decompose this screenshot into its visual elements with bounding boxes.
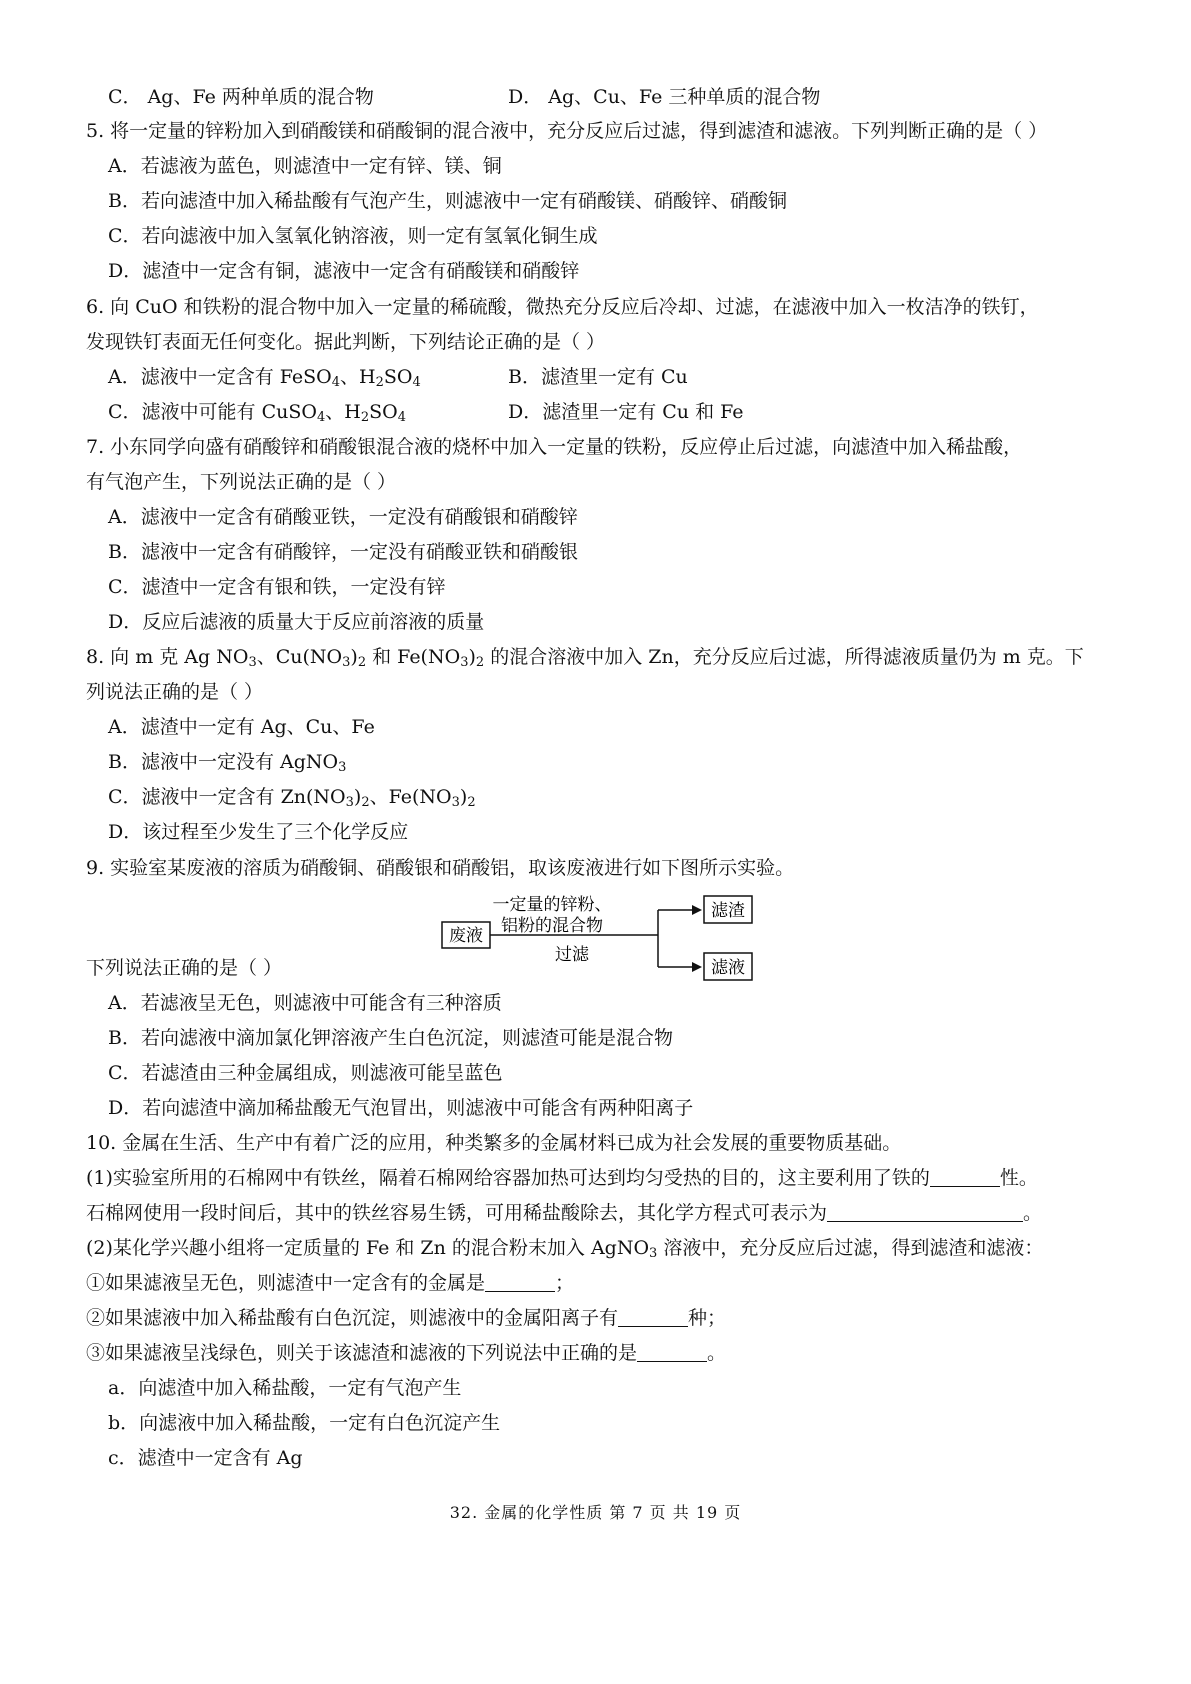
diagram-input-label: 废液 bbox=[449, 926, 483, 946]
q10-part1-line1: (1)实验室所用的石棉网中有铁丝，隔着石棉网给容器加热可达到均匀受热的目的，这主要利用了铁的 性。 bbox=[86, 1167, 1038, 1189]
diagram-operation-label: 过滤 bbox=[555, 945, 589, 965]
q7-stem-line1: 7. 小东同学向盛有硝酸锌和硝酸银混合液的烧杯中加入一定量的铁粉，反应停止后过滤，向滤渣中加入稀盐酸， bbox=[86, 436, 1023, 458]
q6-option-c: C．滤液中可能有 CuSO$_4$、$H_2SO_4$ bbox=[108, 401, 406, 425]
q6-option-a: A．滤液中一定含有 FeSO$_4$、$H_2SO_4$ bbox=[108, 366, 421, 390]
q8-option-b: B．滤液中一定没有 AgNO$_3$ bbox=[108, 751, 347, 775]
q10-part2-stem: (2)某化学兴趣小组将一定质量的 Fe 和 Zn 的混合粉末加入 AgNO$_3$ 溶液中，充分反应后过滤，得到滤渣和滤液： bbox=[86, 1237, 1044, 1261]
q9-option-b: B．若向滤液中滴加氯化钾溶液产生白色沉淀，则滤渣可能是混合物 bbox=[108, 1027, 673, 1049]
q7-option-d: D．反应后滤液的质量大于反应前溶液的质量 bbox=[108, 611, 485, 633]
q5-option-c: C．若向滤液中加入氢氧化钠溶液，则一定有氢氧化铜生成 bbox=[108, 225, 598, 247]
q10-option-c: c．滤渣中一定含有 Ag bbox=[108, 1447, 303, 1469]
diagram-output-label-1: 滤渣 bbox=[711, 901, 745, 921]
answer-blank[interactable] bbox=[827, 1203, 1023, 1222]
q8-option-c: C．滤液中一定含有 $Zn(NO_3)_2$、$Fe(NO_3)_2$ bbox=[108, 786, 476, 810]
q8-stem-line1: 8. 向 m 克 Ag $NO_3$、$Cu(NO_3)_2$ 和 $Fe(NO_3)_2$ 的混合溶液中加入 Zn，充分反应后过滤，所得滤液质量仍为 m 克。下 bbox=[86, 646, 1084, 670]
q10-stem: 10. 金属在生活、生产中有着广泛的应用，种类繁多的金属材料已成为社会发展的重要物质基础。 bbox=[86, 1132, 902, 1154]
answer-blank[interactable] bbox=[485, 1273, 555, 1292]
diagram-arrowhead-bottom bbox=[692, 962, 702, 972]
q10-option-b: b．向滤液中加入稀盐酸，一定有白色沉淀产生 bbox=[108, 1412, 501, 1434]
q5-stem: 5. 将一定量的锌粉加入到硝酸镁和硝酸铜的混合液中，充分反应后过滤，得到滤渣和滤液。下列判断正确的是（ ） bbox=[86, 120, 1048, 142]
q8-option-a: A．滤渣中一定有 Ag、Cu、Fe bbox=[108, 716, 375, 738]
q10-part1-line2: 石棉网使用一段时间后，其中的铁丝容易生锈，可用稀盐酸除去，其化学方程式可表示为 。 bbox=[86, 1202, 1043, 1224]
q9-stem: 9. 实验室某废液的溶质为硝酸铜、硝酸银和硝酸铝，取该废液进行如下图所示实验。 bbox=[86, 857, 795, 879]
prev-option-d: D． Ag、Cu、Fe 三种单质的混合物 bbox=[508, 86, 821, 108]
q5-option-d: D．滤渣中一定含有铜，滤液中一定含有硝酸镁和硝酸锌 bbox=[108, 260, 580, 282]
diagram-reagent-line1: 一定量的锌粉、 bbox=[492, 895, 612, 915]
q9-question: 下列说法正确的是（ ） bbox=[86, 957, 283, 979]
q7-option-a: A．滤液中一定含有硝酸亚铁，一定没有硝酸银和硝酸锌 bbox=[108, 506, 578, 528]
q9-option-c: C．若滤渣由三种金属组成，则滤液可能呈蓝色 bbox=[108, 1062, 503, 1084]
q6-option-b: B．滤渣里一定有 Cu bbox=[508, 366, 688, 388]
diagram-reagent-line2: 铝粉的混合物 bbox=[501, 916, 603, 936]
q10-sub3: ③如果滤液呈浅绿色，则关于该滤渣和滤液的下列说法中正确的是 。 bbox=[86, 1342, 727, 1364]
prev-option-c: C． Ag、Fe 两种单质的混合物 bbox=[108, 86, 374, 108]
q6-option-d: D．滤渣里一定有 Cu 和 Fe bbox=[508, 401, 744, 423]
q6-stem-line2: 发现铁钉表面无任何变化。据此判断，下列结论正确的是（ ） bbox=[86, 331, 606, 353]
q9-option-d: D．若向滤渣中滴加稀盐酸无气泡冒出，则滤液中可能含有两种阳离子 bbox=[108, 1097, 694, 1119]
q5-option-b: B．若向滤渣中加入稀盐酸有气泡产生，则滤液中一定有硝酸镁、硝酸锌、硝酸铜 bbox=[108, 190, 787, 212]
page-footer: 32. 金属的化学性质 第 7 页 共 19 页 bbox=[449, 1503, 742, 1522]
q6-stem-line1: 6. 向 CuO 和铁粉的混合物中加入一定量的稀硫酸，微热充分反应后冷却、过滤，在滤液中加入一枚洁净的铁钉， bbox=[86, 296, 1039, 318]
q8-stem-line2: 列说法正确的是（ ） bbox=[86, 681, 264, 703]
answer-blank[interactable] bbox=[637, 1343, 707, 1362]
diagram-output-label-2: 滤液 bbox=[711, 958, 745, 978]
answer-blank[interactable] bbox=[618, 1308, 688, 1327]
q10-sub1: ①如果滤液呈无色，则滤渣中一定含有的金属是 ； bbox=[86, 1272, 575, 1294]
q10-sub2: ②如果滤液中加入稀盐酸有白色沉淀，则滤液中的金属阳离子有 种； bbox=[86, 1307, 727, 1329]
q7-option-c: C．滤渣中一定含有银和铁，一定没有锌 bbox=[108, 576, 446, 598]
q8-option-d: D．该过程至少发生了三个化学反应 bbox=[108, 821, 409, 843]
q5-option-a: A．若滤液为蓝色，则滤渣中一定有锌、镁、铜 bbox=[108, 155, 502, 177]
q10-option-a: a．向滤渣中加入稀盐酸，一定有气泡产生 bbox=[108, 1377, 462, 1399]
q7-option-b: B．滤液中一定含有硝酸锌，一定没有硝酸亚铁和硝酸银 bbox=[108, 541, 578, 563]
q7-stem-line2: 有气泡产生，下列说法正确的是（ ） bbox=[86, 471, 397, 493]
answer-blank[interactable] bbox=[930, 1168, 1000, 1187]
diagram-arrowhead-top bbox=[692, 905, 702, 915]
q9-option-a: A．若滤液呈无色，则滤液中可能含有三种溶质 bbox=[108, 992, 502, 1014]
